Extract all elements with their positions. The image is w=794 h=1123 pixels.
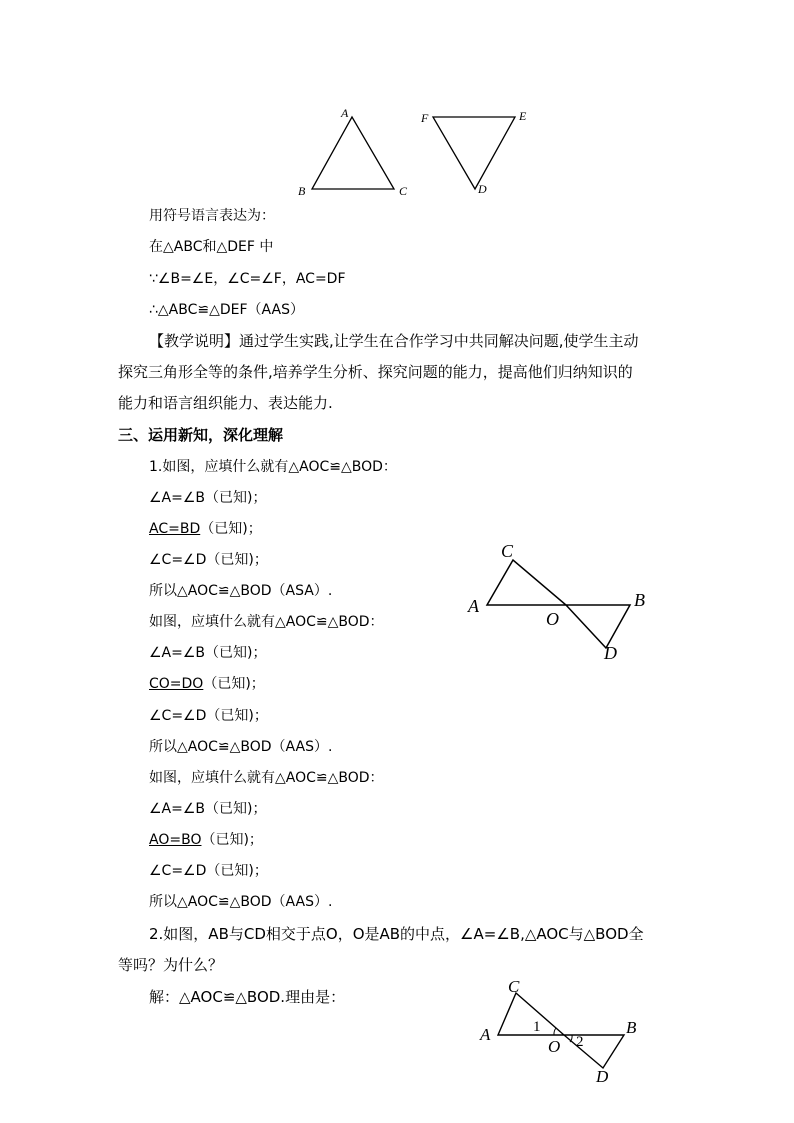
question-1: 1.如图，应填什么就有△AOC≌△BOD： — [149, 459, 397, 475]
label-d: D — [596, 1067, 609, 1086]
text-line — [149, 830, 263, 850]
teaching-note: 探究三角形全等的条件,培养学生分析、探究问题的能力，提高他们归纳知识的 — [118, 363, 633, 381]
text-line: ∠C=∠D（已知)； — [149, 708, 268, 724]
angle-1-label: 1 — [533, 1019, 541, 1035]
label-a: A — [480, 1025, 491, 1044]
label-b: B — [634, 590, 645, 610]
teaching-note: 能力和语言组织能力、表达能力. — [118, 394, 333, 412]
label-c: C — [501, 541, 514, 561]
label-f: F — [421, 111, 429, 125]
answer-blank: CO=DO — [149, 676, 204, 692]
text-line: ∠A=∠B（已知)； — [149, 645, 267, 661]
question-2: 2.如图，AB与CD相交于点O，O是AB的中点，∠A=∠B,△AOC与△BOD全 — [149, 925, 644, 943]
text-line: 在△ABC和△DEF 中 — [149, 239, 274, 255]
label-d: D — [604, 643, 617, 663]
text-line — [149, 674, 265, 694]
question-2: 等吗？为什么？ — [118, 956, 224, 974]
label-o: O — [546, 609, 559, 629]
teaching-note: 【教学说明】通过学生实践,让学生在合作学习中共同解决问题,使学生主动 — [149, 332, 639, 350]
label-a: A — [341, 106, 349, 120]
triangle-aoc — [487, 560, 566, 605]
triangle-bod — [564, 1035, 624, 1068]
bowtie-figure-angles — [476, 973, 646, 1088]
solution: 解：△AOC≌△BOD.理由是： — [149, 988, 346, 1006]
text-line: ∠C=∠D（已知)； — [149, 863, 268, 879]
bowtie-figure — [462, 538, 662, 668]
label-b: B — [626, 1018, 637, 1037]
text-line: 用符号语言表达为： — [149, 208, 275, 224]
angle-2-label: 2 — [576, 1034, 584, 1050]
label-c: C — [508, 977, 520, 996]
triangle-bod — [566, 605, 630, 648]
question-1-part-3: 如图，应填什么就有△AOC≌△BOD： — [149, 770, 384, 786]
text-line: 所以△AOC≌△BOD（ASA）. — [149, 583, 333, 599]
label-o: O — [548, 1037, 561, 1056]
triangle-abc-figure — [290, 105, 420, 200]
text-span: （已知)； — [200, 521, 262, 537]
text-line: ∴△ABC≌△DEF（AAS） — [149, 302, 304, 318]
label-a: A — [468, 596, 479, 616]
answer-blank: AO=BO — [149, 832, 202, 848]
text-span: （已知)； — [203, 676, 265, 692]
text-line: 所以△AOC≌△BOD（AAS）. — [149, 739, 333, 755]
question-1-part-2: 如图，应填什么就有△AOC≌△BOD： — [149, 614, 384, 630]
text-span: （已知)； — [201, 832, 263, 848]
section-heading: 三、运用新知，深化理解 — [118, 426, 284, 444]
triangle-aoc — [498, 993, 564, 1035]
answer-blank: AC=BD — [149, 521, 201, 537]
label-e: E — [519, 109, 527, 123]
text-line: ∠A=∠B（已知)； — [149, 490, 267, 506]
text-line: ∠C=∠D（已知)； — [149, 552, 268, 568]
label-d: D — [478, 182, 487, 196]
triangle-abc — [312, 117, 394, 189]
text-line — [149, 519, 262, 539]
label-b: B — [298, 184, 306, 198]
triangle-def-figure — [415, 105, 545, 200]
angle-1-arc — [554, 1028, 556, 1035]
text-line: ∵∠B=∠E，∠C=∠F，AC=DF — [149, 271, 346, 287]
text-line: 所以△AOC≌△BOD（AAS）. — [149, 894, 333, 910]
text-line: ∠A=∠B（已知)； — [149, 801, 267, 817]
triangle-def — [433, 117, 515, 189]
label-c: C — [399, 184, 408, 198]
